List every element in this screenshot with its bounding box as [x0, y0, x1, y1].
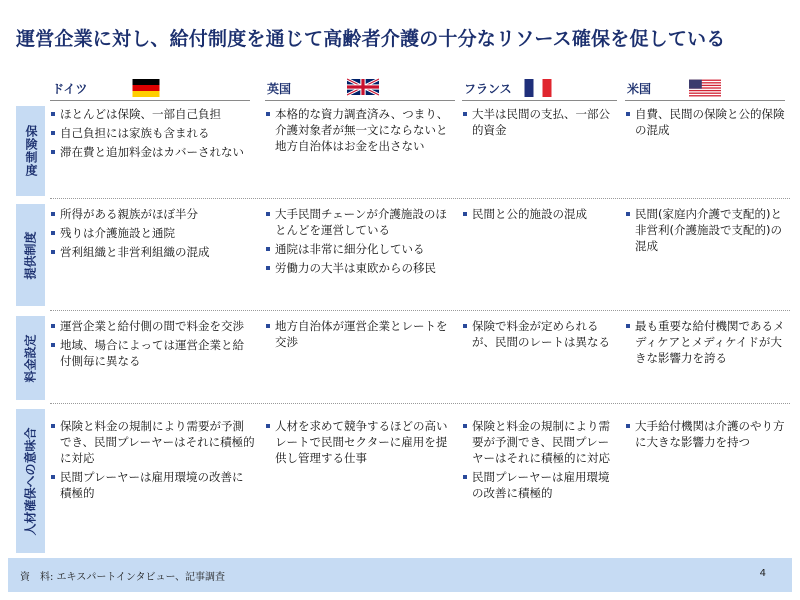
- column-header-usa: [625, 78, 785, 101]
- column-header-uk: [265, 78, 455, 101]
- bullet-item: 所得がある親族がほぼ半分: [50, 206, 255, 222]
- row-label-talent: [16, 409, 45, 553]
- cell-talent-germany: [50, 418, 255, 504]
- cell-talent-uk: [265, 418, 455, 469]
- bullet-item: 保険と料金の規制により需要が予測でき、民間プレーヤーはそれに積極的に対応: [50, 418, 255, 466]
- cell-insurance-usa: [625, 106, 785, 141]
- bullet-item: 運営企業と給付側の間で料金を交渉: [50, 318, 255, 334]
- germany-flag-icon: [130, 79, 162, 97]
- france-flag-icon: [522, 79, 554, 97]
- bullet-item: 労働力の大半は東欧からの移民: [265, 260, 455, 276]
- bullet-item: 大半は民間の支払、一部公的資金: [462, 106, 617, 138]
- cell-insurance-france: [462, 106, 617, 141]
- bullet-item: 大手給付機関は介護のやり方に大きな影響力を持つ: [625, 418, 785, 450]
- cell-provision-france: [462, 206, 617, 225]
- uk-flag-icon: [347, 77, 379, 97]
- bullet-item: 滞在費と追加料金はカバーされない: [50, 144, 255, 160]
- bullet-item: 自費、民間の保険と公的保険の混成: [625, 106, 785, 138]
- cell-pricing-france: [462, 318, 617, 353]
- bullet-item: 民間プレーヤーは雇用環境の改善に積極的: [50, 469, 255, 501]
- cell-talent-france: [462, 418, 617, 504]
- bullet-item: 民間と公的施設の混成: [462, 206, 617, 222]
- cell-talent-usa: [625, 418, 785, 453]
- bullet-item: ほとんどは保険、一部自己負担: [50, 106, 255, 122]
- column-header-france: [462, 78, 617, 101]
- bullet-item: 人材を求めて競争するほどの高いレートで民間セクターに雇用を提供し管理する仕事: [265, 418, 455, 466]
- row-separator: [50, 198, 790, 199]
- footer-band: [8, 558, 792, 592]
- cell-provision-uk: [265, 206, 455, 279]
- bullet-item: 本格的な資力調査済み、つまり、介護対象者が無一文にならないと地方自治体はお金を出さない: [265, 106, 455, 154]
- cell-pricing-germany: [50, 318, 255, 372]
- source-note: 資 料: エキスパートインタビュー、記事調査: [20, 572, 226, 583]
- column-header-germany: [50, 78, 250, 101]
- usa-flag-icon: [689, 79, 721, 97]
- bullet-item: 最も重要な給付機関であるメディケアとメディケイドが大きな影響力を誇る: [625, 318, 785, 366]
- row-label-text: 人材確保への意味合: [23, 426, 38, 536]
- row-label-pricing: [16, 316, 45, 400]
- bullet-item: 民間プレーヤーは雇用環境の改善に積極的: [462, 469, 617, 501]
- column-name: ドイツ: [52, 82, 88, 96]
- column-name: フランス: [464, 82, 512, 96]
- cell-pricing-usa: [625, 318, 785, 369]
- bullet-item: 大手民間チェーンが介護施設のほとんどを運営している: [265, 206, 455, 238]
- cell-provision-germany: [50, 206, 255, 263]
- bullet-item: 地域、場合によっては運営企業と給付側毎に異なる: [50, 337, 255, 369]
- bullet-item: 保険と料金の規制により需要が予測でき、民間プレーヤーはそれに積極的に対応: [462, 418, 617, 466]
- cell-pricing-uk: [265, 318, 455, 353]
- row-separator: [50, 403, 790, 404]
- cell-insurance-uk: [265, 106, 455, 157]
- page-number: 4: [759, 568, 766, 579]
- bullet-item: 民間(家庭内介護で支配的)と非営利(介護施設で支配的)の混成: [625, 206, 785, 254]
- bullet-item: 残りは介護施設と通院: [50, 225, 255, 241]
- row-label-text: 提供制度: [23, 230, 38, 280]
- row-label-text: 料金設定: [23, 333, 38, 383]
- bullet-item: 地方自治体が運営企業とレートを交渉: [265, 318, 455, 350]
- row-label-insurance: [16, 106, 45, 196]
- bullet-item: 通院は非常に細分化している: [265, 241, 455, 257]
- column-name: 米国: [627, 82, 652, 96]
- cell-provision-usa: [625, 206, 785, 257]
- bullet-item: 保険で料金が定められるが、民間のレートは異なる: [462, 318, 617, 350]
- column-name: 英国: [267, 82, 292, 96]
- row-label-provision: [16, 204, 45, 306]
- row-label-text: 保険制度: [24, 125, 38, 177]
- page-title: 運営企業に対し、給付制度を通じて高齢者介護の十分なリソース確保を促している: [16, 28, 726, 50]
- cell-insurance-germany: [50, 106, 255, 163]
- bullet-item: 営利組織と非営利組織の混成: [50, 244, 255, 260]
- row-separator: [50, 310, 790, 311]
- bullet-item: 自己負担には家族も含まれる: [50, 125, 255, 141]
